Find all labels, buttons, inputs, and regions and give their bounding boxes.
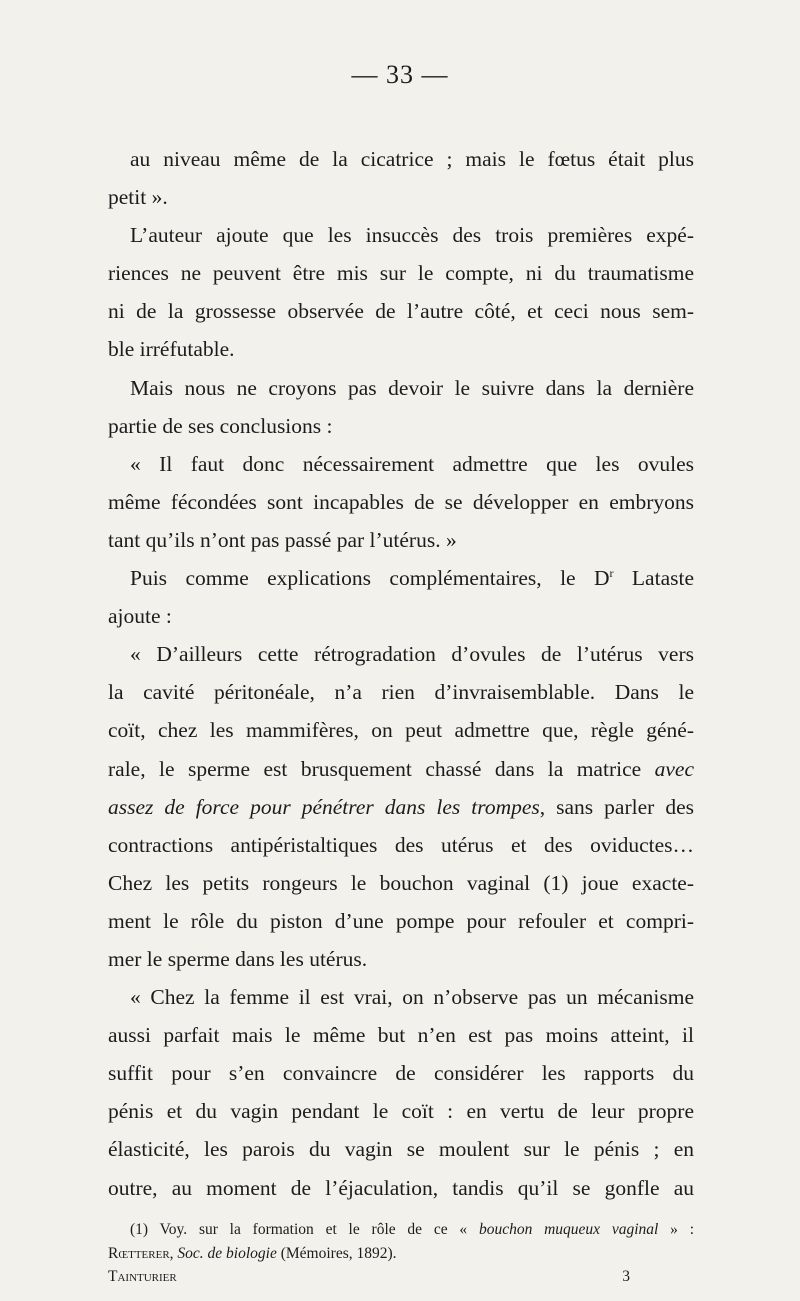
italic-span: bouchon muqueux vaginal — [478, 1221, 659, 1238]
text-span: Puis comme explications complémentaires, le D — [130, 566, 610, 591]
text-line: L’auteur ajoute que les insuccès des trois premières expé- — [130, 223, 694, 248]
text-line: même fécondées sont incapables de se développer en embryons — [108, 489, 694, 514]
text-line: élasticité, les parois du vagin se moulent sur le pénis ; en — [108, 1137, 694, 1162]
footnote-line — [108, 1218, 694, 1242]
text-span: , — [169, 1244, 178, 1262]
italic-span: Soc. de biologie — [177, 1244, 277, 1262]
text-line: outre, au moment de l’éjaculation, tandis qu’il se gonfle au — [108, 1175, 694, 1200]
text-line — [108, 559, 694, 597]
body-text — [108, 140, 694, 1207]
text-span: Lataste — [613, 566, 694, 591]
text-line: « D’ailleurs cette rétrogradation d’ovules de l’utérus vers — [130, 642, 694, 667]
text-line: aussi parfait mais le même but n’en est pas moins atteint, il — [108, 1023, 694, 1048]
text-span: » : — [658, 1221, 695, 1238]
text-span: , sans parler des — [539, 794, 694, 819]
text-line: mer le sperme dans les utérus. — [108, 946, 368, 971]
text-line: tant qu’ils n’ont pas passé par l’utérus. » — [108, 527, 457, 552]
signature: Tainturier — [108, 1268, 177, 1285]
text-line: riences ne peuvent être mis sur le compte, ni du traumatisme — [108, 261, 694, 286]
text-line: « Chez la femme il est vrai, on n’observe pas un mécanisme — [130, 985, 694, 1010]
text-span: (Mémoires, 1892). — [276, 1244, 397, 1262]
signature-row — [108, 1265, 694, 1289]
text-line: suffit pour s’en convaincre de considérer les rapports du — [108, 1061, 694, 1086]
text-line: Mais nous ne croyons pas devoir le suivre dans la dernière — [130, 375, 694, 400]
text-line: au niveau même de la cicatrice ; mais le fœtus était plus — [130, 147, 694, 171]
text-line: « Il faut donc nécessairement admettre que les ovules — [130, 451, 694, 476]
text-line: pénis et du vagin pendant le coït : en vertu de leur propre — [108, 1099, 694, 1124]
author-name: Rœtterer — [108, 1244, 170, 1262]
text-line: Chez les petits rongeurs le bouchon vaginal (1) joue exacte- — [108, 870, 694, 895]
footnote-line — [108, 1242, 694, 1266]
italic-span: assez de force pour pénétrer dans les trompes — [108, 794, 540, 819]
text-line: ajoute : — [108, 604, 172, 629]
text-line: contractions antipéristaltiques des utérus et des oviductes… — [108, 832, 694, 857]
text-span: rale, le sperme est brusquement chassé dans la matrice — [108, 756, 642, 781]
text-line: ble irréfutable. — [108, 337, 235, 362]
signature-number: 3 — [622, 1268, 630, 1285]
page-number: — 33 — — [351, 60, 449, 89]
text-line: ni de la grossesse observée de l’autre côté, et ceci nous sem- — [108, 299, 694, 324]
superscript: r — [609, 565, 614, 580]
text-line: ment le rôle du piston d’une pompe pour refouler et compri- — [108, 908, 694, 933]
italic-span: avec — [654, 756, 695, 781]
text-span: (1) Voy. sur la formation et le rôle de ce « — [130, 1221, 479, 1238]
text-line: partie de ses conclusions : — [108, 413, 333, 438]
text-line — [108, 788, 694, 826]
text-line: coït, chez les mammifères, on peut admettre que, règle géné- — [108, 718, 694, 743]
footnotes — [108, 1218, 694, 1289]
text-line: petit ». — [108, 185, 168, 210]
text-line — [108, 750, 694, 788]
text-line: la cavité péritonéale, n’a rien d’invraisemblable. Dans le — [108, 680, 694, 705]
